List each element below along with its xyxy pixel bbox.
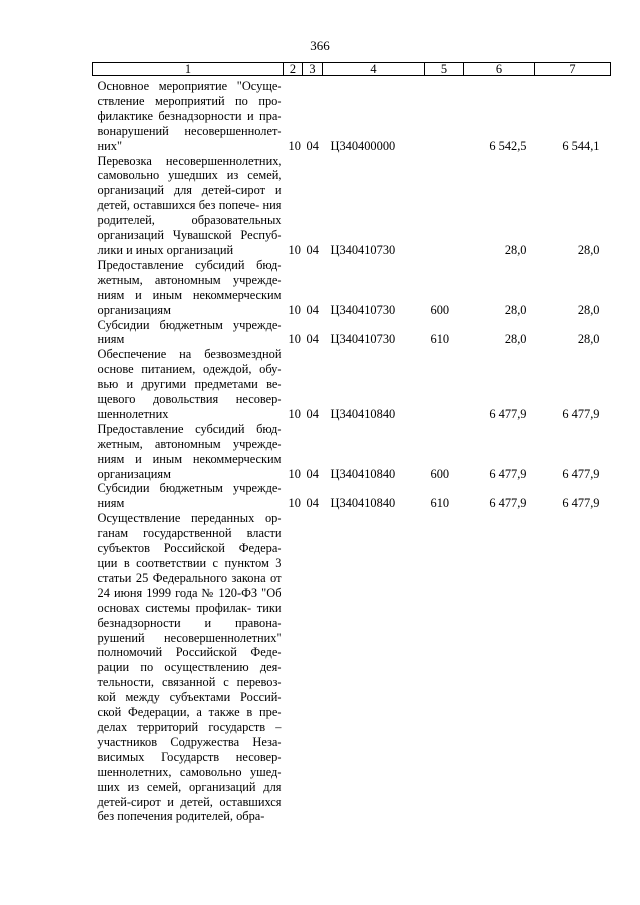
- header-cell: 6: [464, 63, 535, 76]
- row-name: Предоставление субсидий бюд- жетным, автономным учрежде- ниям и иным некоммерческим организациям: [97, 257, 282, 317]
- table-row: [93, 258, 611, 318]
- row-amount-1: 28,0: [504, 302, 527, 317]
- row-amount-1: 6 477,9: [489, 466, 527, 481]
- row-expense-type: 600: [430, 466, 450, 481]
- row-name: Субсидии бюджетным учрежде- ниям: [97, 317, 282, 347]
- row-section: 10: [288, 138, 301, 153]
- row-subsection: 04: [306, 242, 319, 257]
- row-section: 10: [288, 496, 301, 511]
- row-name: Обеспечение на безвозмездной основе питанием, одеждой, обу- вью и другими предметами ве- щевого довольствия несовер- шеннолетних: [97, 347, 282, 421]
- row-name: Основное мероприятие "Осуще- ствление мероприятий по про- филактике безнадзорности и пра- вонарушений несовершеннолет- них": [97, 79, 282, 153]
- header-cell: 1: [93, 63, 284, 76]
- row-amount-1: 28,0: [504, 332, 527, 347]
- row-expense-type: [425, 79, 464, 154]
- row-expense-type: 610: [430, 332, 450, 347]
- table-row: [93, 154, 611, 258]
- row-target-code: Ц340410840: [330, 406, 396, 421]
- row-section: 10: [288, 406, 301, 421]
- row-name: Предоставление субсидий бюд- жетным, автономным учрежде- ниям и иным некоммерческим организациям: [97, 421, 282, 481]
- table-row: [93, 79, 611, 154]
- row-amount-1: 6 477,9: [489, 406, 527, 421]
- header-cell: 2: [284, 63, 303, 76]
- row-expense-type: [425, 154, 464, 258]
- row-subsection: 04: [306, 496, 319, 511]
- row-section: 10: [288, 302, 301, 317]
- table-row: [93, 481, 611, 511]
- row-expense-type: [425, 511, 464, 824]
- row-section: [284, 511, 303, 824]
- row-amount-2: 6 477,9: [562, 466, 600, 481]
- row-name: Субсидии бюджетным учрежде- ниям: [97, 481, 282, 511]
- row-amount-1: 6 477,9: [489, 496, 527, 511]
- row-section: 10: [288, 242, 301, 257]
- row-target-code: Ц340410730: [330, 332, 396, 347]
- row-subsection: 04: [306, 138, 319, 153]
- row-target-code: [323, 511, 425, 824]
- header-cell: 7: [535, 63, 611, 76]
- header-row: [93, 63, 611, 76]
- row-expense-type: 610: [430, 496, 450, 511]
- row-target-code: Ц340410840: [330, 466, 396, 481]
- row-name: Осуществление переданных ор- ганам государственной власти субъектов Российской Федера- ции в соответствии с пунктом 3 статьи 25 Федерального закона от 24 июня 1999 года № 120-ФЗ "Об основах системы профилак- тики безнадзорности и правона- рушений несовершеннолетних" полномочий Российской Феде- рации по осуществлению дея- тельности, связанной с перевоз- кой между субъектами Россий- ской Федерации, а также в пре- делах территорий государств – участников Содружества Неза- висимых Государств несовер- шеннолетних, самовольно ушед- ших из семей, организаций для детей-сирот и детей, оставшихся без попечения родителей, обра-: [97, 511, 282, 824]
- row-amount-1: 6 542,5: [489, 138, 527, 153]
- row-subsection: 04: [306, 466, 319, 481]
- table-row: [93, 347, 611, 422]
- row-section: 10: [288, 466, 301, 481]
- row-amount-2: 6 477,9: [562, 406, 600, 421]
- row-amount-2: 6 544,1: [562, 138, 600, 153]
- table-row: [93, 511, 611, 824]
- row-target-code: Ц340400000: [330, 138, 396, 153]
- row-amount-2: 6 477,9: [562, 496, 600, 511]
- row-amount-2: 28,0: [577, 242, 600, 257]
- row-subsection: 04: [306, 406, 319, 421]
- header-cell: 4: [323, 63, 425, 76]
- row-amount-2: 28,0: [577, 302, 600, 317]
- row-subsection: [303, 511, 323, 824]
- row-expense-type: [425, 347, 464, 422]
- table-row: [93, 318, 611, 348]
- row-section: 10: [288, 332, 301, 347]
- page-number: 366: [310, 38, 330, 53]
- row-subsection: 04: [306, 302, 319, 317]
- row-expense-type: 600: [430, 302, 450, 317]
- row-amount-2: [535, 511, 611, 824]
- table-row: [93, 422, 611, 482]
- header-cell: 5: [425, 63, 464, 76]
- row-amount-1: 28,0: [504, 242, 527, 257]
- header-cell: 3: [303, 63, 323, 76]
- row-amount-1: [464, 511, 535, 824]
- row-target-code: Ц340410730: [330, 242, 396, 257]
- row-target-code: Ц340410840: [330, 496, 396, 511]
- row-amount-2: 28,0: [577, 332, 600, 347]
- row-target-code: Ц340410730: [330, 302, 396, 317]
- row-name: Перевозка несовершеннолетних, самовольно ушедших из семей, организаций для детей-сирот и детей, оставшихся без попече- ния родителей, образовательных организаций Чувашской Респуб- лики и иных организаций: [97, 153, 282, 257]
- budget-table: [92, 62, 611, 824]
- row-subsection: 04: [306, 332, 319, 347]
